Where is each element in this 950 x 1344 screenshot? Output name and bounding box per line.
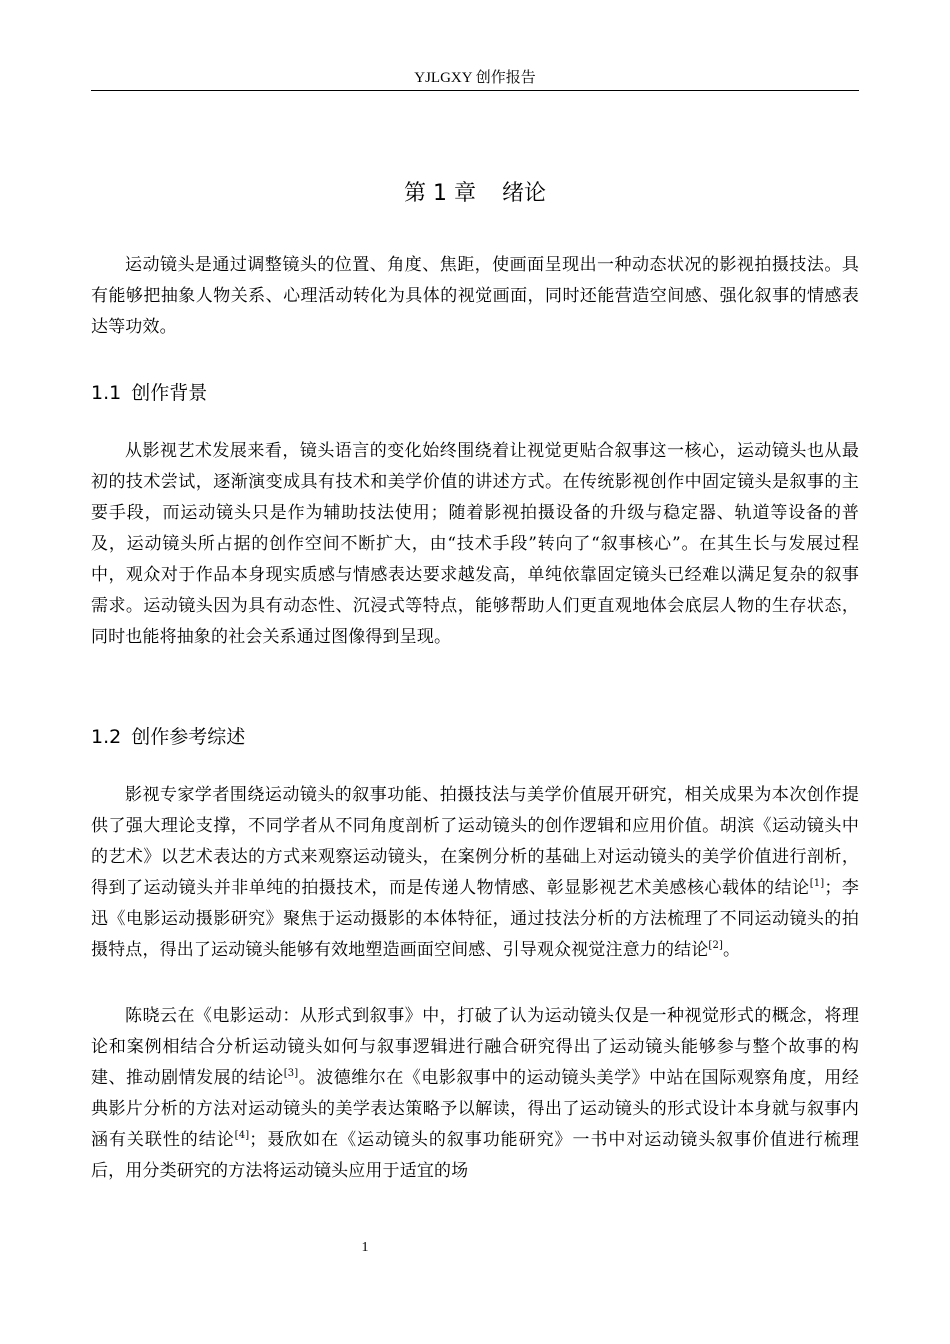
page-number: 1 bbox=[361, 1240, 369, 1255]
section-heading-1-2 bbox=[91, 722, 859, 752]
review-text: ；李迅《电影运动摄影研究》聚焦于运动摄影的本体特征，通过技法分析的方法梳理了不同运动镜头的拍摄特点，得出了运动镜头能够有效地塑造画面空间感、引导观众视觉注意力的结论 bbox=[91, 878, 859, 960]
review-text: 陈晓云在《电影运动：从形式到叙事》中，打破了认为运动镜头仅是一种视觉形式的概念，将理论和案例相结合分析运动镜头如何与叙事逻辑进行融合研究得出了运动镜头能够参与整个故事的构建、推动剧情发展的结论 bbox=[91, 1006, 859, 1088]
header-rule bbox=[91, 90, 859, 91]
background-paragraph: 从影视艺术发展来看，镜头语言的变化始终围绕着让视觉更贴合叙事这一核心，运动镜头也从最初的技术尝试，逐渐演变成具有技术和美学价值的讲述方式。在传统影视创作中固定镜头是叙事的主要手段，而运动镜头只是作为辅助技法使用；随着影视拍摄设备的升级与稳定器、轨道等设备的普及，运动镜头所占据的创作空间不断扩大，由“技术手段”转向了“叙事核心”。在其生长与发展过程中，观众对于作品本身现实质感与情感表达要求越发高，单纯依靠固定镜头已经难以满足复杂的叙事需求。运动镜头因为具有动态性、沉浸式等特点，能够帮助人们更直观地体会底层人物的生存状态，同时也能将抽象的社会关系通过图像得到呈现。 bbox=[91, 441, 859, 647]
review-text: 。波德维尔在《电影叙事中的运动镜头美学》中站在国际观察角度，用经典影片分析的方法对运动镜头的美学表达策略予以解读，得出了运动镜头的形式设计本身就与叙事内涵有关联性的结论 bbox=[91, 1068, 859, 1150]
citation-ref: [1] bbox=[809, 878, 825, 889]
chapter-title bbox=[91, 176, 859, 212]
citation-ref: [4] bbox=[234, 1130, 250, 1141]
review-paragraph-2 bbox=[91, 1001, 859, 1187]
review-text: ；聂欣如在《运动镜头的叙事功能研究》一书中对运动镜头叙事价值进行梳理后，用分类研究的方法将运动镜头应用于适宜的场 bbox=[91, 1130, 859, 1181]
review-paragraph-1 bbox=[91, 780, 859, 966]
citation-ref: [3] bbox=[283, 1068, 299, 1079]
chapter-number: 第 1 章 bbox=[404, 181, 476, 206]
chapter-name: 绪论 bbox=[501, 181, 546, 206]
citation-ref: [2] bbox=[708, 940, 724, 951]
section-heading-1-1 bbox=[91, 378, 859, 408]
section-title: 创作背景 bbox=[131, 382, 208, 404]
section-number: 1.2 bbox=[91, 726, 122, 748]
section-title: 创作参考综述 bbox=[131, 726, 246, 748]
page-header: YJLGXY 创作报告 bbox=[414, 70, 536, 86]
review-text: 。 bbox=[723, 940, 741, 960]
intro-paragraph: 运动镜头是通过调整镜头的位置、角度、焦距，使画面呈现出一种动态状况的影视拍摄技法。具有能够把抽象人物关系、心理活动转化为具体的视觉画面，同时还能营造空间感、强化叙事的情感表达等功效。 bbox=[91, 255, 859, 337]
section-number: 1.1 bbox=[91, 382, 122, 404]
review-text: 影视专家学者围绕运动镜头的叙事功能、拍摄技法与美学价值展开研究，相关成果为本次创作提供了强大理论支撑，不同学者从不同角度剖析了运动镜头的创作逻辑和应用价值。胡滨《运动镜头中的艺术》以艺术表达的方式来观察运动镜头，在案例分析的基础上对运动镜头的美学价值进行剖析，得到了运动镜头并非单纯的拍摄技术，而是传递人物情感、彰显影视艺术美感核心载体的结论 bbox=[91, 785, 859, 898]
